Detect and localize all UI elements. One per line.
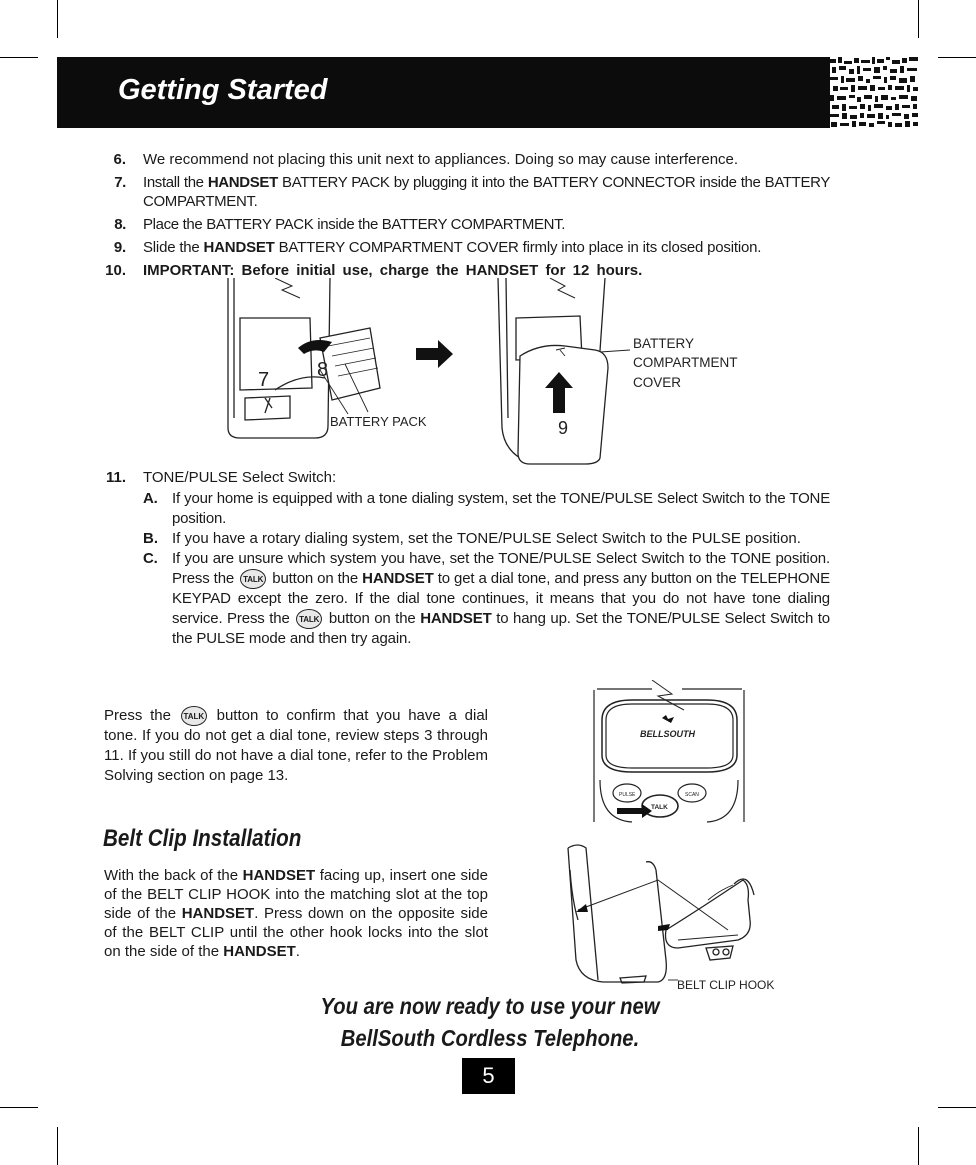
cover-label-line2: COMPARTMENT xyxy=(633,355,738,370)
sub-bold: HANDSET xyxy=(420,610,492,628)
callout-8: 8 xyxy=(317,359,329,381)
cover-label-line1: BATTERY xyxy=(633,336,695,351)
step-text: Place the BATTERY PACK inside the BATTERY COMPARTMENT. xyxy=(143,216,566,233)
step-bold: HANDSET xyxy=(207,174,278,191)
sub-letter: B. xyxy=(143,530,158,547)
para-text: Press the xyxy=(104,707,171,724)
pulse-key-label: PULSE xyxy=(619,792,636,798)
step-number: 8. xyxy=(114,216,126,233)
talk-button-icon: TALK xyxy=(240,569,266,589)
step-number: 11. xyxy=(105,469,126,486)
battery-pack-label: BATTERY PACK xyxy=(330,414,427,429)
sub-text: If your home is equipped with a tone dialing system, set the TONE/PULSE Select Switch to the TONE position. xyxy=(172,490,830,527)
belt-clip-heading: Belt Clip Installation xyxy=(103,825,302,852)
step-11 xyxy=(100,468,830,649)
bellsouth-logo: BELLSOUTH xyxy=(640,729,695,739)
battery-installation-figure xyxy=(220,278,760,468)
para-text: With the back of the xyxy=(104,867,239,884)
sub-text: If you are unsure which system you have, set the TONE/PULSE Select Switch to the TONE position. Press the xyxy=(172,550,830,587)
step-number: 10. xyxy=(105,262,126,279)
para-text: . Press down on the opposite side of the BELT CLIP until the other hook locks into the slot on the side of the xyxy=(104,905,488,960)
belt-clip-paragraph xyxy=(104,866,488,961)
para-bold: HANDSET xyxy=(181,905,255,922)
step-number: 7. xyxy=(114,174,126,191)
para-text: facing up, insert one side of the BELT CLIP HOOK into the matching slot at the top side of the xyxy=(104,867,488,922)
handset-talk-figure xyxy=(592,680,752,825)
step-bold: HANDSET xyxy=(203,239,275,256)
step-text: Install the xyxy=(143,174,208,191)
step-11-b xyxy=(100,529,830,549)
page-title: Getting Started xyxy=(118,74,328,106)
step-title: TONE/PULSE Select Switch: xyxy=(143,469,337,486)
sub-bold: HANDSET xyxy=(362,570,434,587)
sub-text: If you have a rotary dialing system, set the TONE/PULSE Select Switch to the PULSE position. xyxy=(172,530,801,547)
callout-7: 7 xyxy=(258,369,270,391)
step-text: We recommend not placing this unit next to appliances. Doing so may cause interference. xyxy=(143,151,739,168)
step-9 xyxy=(100,238,830,257)
para-text: button to confirm that you have a dial tone. If you do not get a dial tone, review steps 3 through 11. If you still do not have a dial tone, refer to the Problem Solving section on page 13. xyxy=(104,707,489,785)
belt-clip-figure xyxy=(558,840,788,995)
step-8 xyxy=(100,215,830,234)
sub-letter: C. xyxy=(143,550,158,567)
talk-button-icon: TALK xyxy=(296,609,322,629)
confirm-dial-tone-paragraph xyxy=(104,706,488,786)
sub-text: button on the xyxy=(328,610,416,628)
sub-text: to get a dial tone, and press any button on the TELEPHONE KEYPAD except the zero. If the dial tone continues, it means that you do not have tone dialing service. Press the xyxy=(172,570,830,628)
talk-button-icon: TALK xyxy=(181,706,207,726)
step-text: BATTERY COMPARTMENT COVER firmly into place in its closed position. xyxy=(274,239,762,256)
talk-key-label: TALK xyxy=(651,804,668,811)
step-6 xyxy=(100,150,830,169)
steps-list xyxy=(100,150,830,284)
step-11-a xyxy=(100,489,830,529)
step-text: Slide the xyxy=(143,239,204,256)
important-note: IMPORTANT: Before initial use, charge the HANDSET for 12 hours. xyxy=(143,262,643,279)
cover-label-line3: COVER xyxy=(633,375,682,390)
page-number: 5 xyxy=(462,1058,515,1094)
sub-text: button on the xyxy=(272,570,359,587)
sub-letter: A. xyxy=(143,490,158,507)
para-bold: HANDSET xyxy=(223,943,296,960)
scan-key-label: SCAN xyxy=(685,792,699,798)
closing-line-1: You are now ready to use your new xyxy=(320,993,660,1019)
para-text: . xyxy=(295,943,300,960)
sub-text: to hang up. Set the TONE/PULSE Select Switch to the PULSE mode and then try again. xyxy=(172,610,830,648)
callout-9: 9 xyxy=(558,418,569,438)
qr-code-graphic xyxy=(830,57,919,128)
step-number: 6. xyxy=(113,151,126,168)
step-7 xyxy=(100,173,830,211)
step-number: 9. xyxy=(113,239,126,256)
belt-clip-hook-label: BELT CLIP HOOK xyxy=(677,978,775,992)
para-bold: HANDSET xyxy=(242,867,316,884)
step-text: BATTERY PACK by plugging it into the BATTERY CONNECTOR inside the BATTERY COMPARTMENT. xyxy=(143,174,831,210)
step-11-c xyxy=(100,549,830,649)
closing-line-2: BellSouth Cordless Telephone. xyxy=(340,1025,640,1051)
